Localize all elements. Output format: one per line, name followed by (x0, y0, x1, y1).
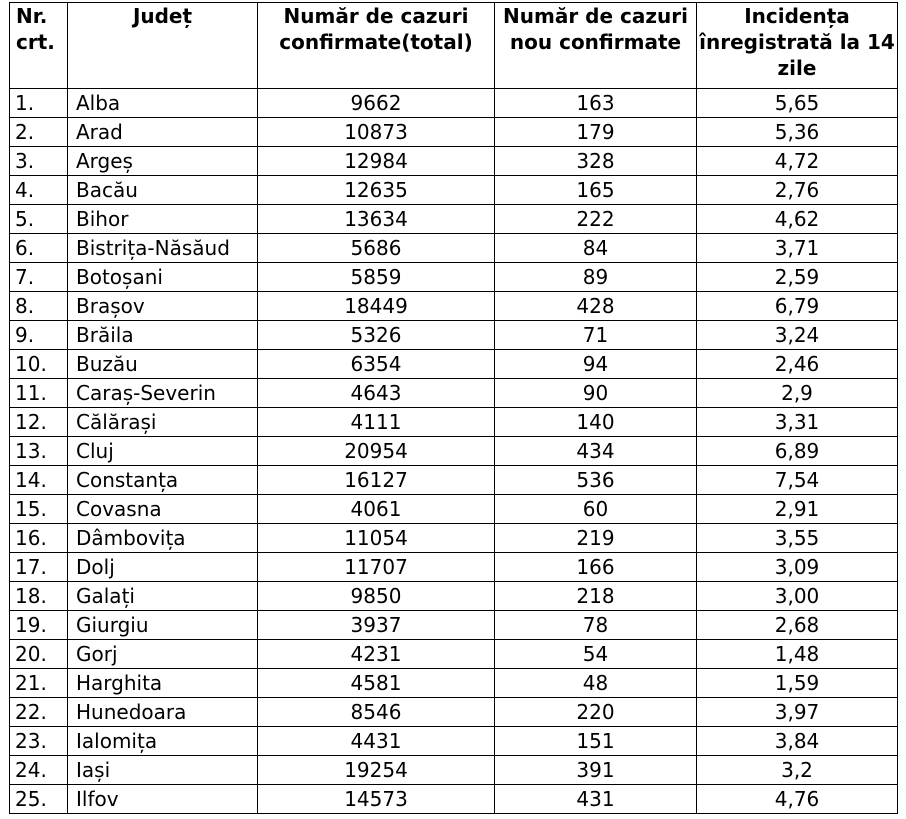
cell-incidenta: 6,89 (697, 437, 898, 466)
cell-nou: 89 (495, 263, 697, 292)
cell-nr: 16. (10, 524, 68, 553)
cell-total: 13634 (258, 205, 495, 234)
cell-judet: Argeș (68, 147, 258, 176)
cell-total: 5326 (258, 321, 495, 350)
cell-judet: Arad (68, 118, 258, 147)
cell-total: 20954 (258, 437, 495, 466)
cell-nou: 140 (495, 408, 697, 437)
cell-incidenta: 3,24 (697, 321, 898, 350)
cell-total: 11054 (258, 524, 495, 553)
table-row (10, 118, 898, 147)
cell-nou: 151 (495, 727, 697, 756)
table-row (10, 756, 898, 785)
cell-judet: Alba (68, 89, 258, 118)
cell-nr: 13. (10, 437, 68, 466)
cell-nr: 4. (10, 176, 68, 205)
table-row (10, 640, 898, 669)
cell-nr: 9. (10, 321, 68, 350)
cases-table (9, 2, 898, 814)
cell-incidenta: 4,62 (697, 205, 898, 234)
cell-nou: 222 (495, 205, 697, 234)
cell-total: 4431 (258, 727, 495, 756)
cell-nr: 6. (10, 234, 68, 263)
cell-total: 4231 (258, 640, 495, 669)
cell-total: 12635 (258, 176, 495, 205)
cell-total: 18449 (258, 292, 495, 321)
cell-nou: 220 (495, 698, 697, 727)
cell-total: 11707 (258, 553, 495, 582)
table-row (10, 408, 898, 437)
cell-incidenta: 3,55 (697, 524, 898, 553)
cell-total: 16127 (258, 466, 495, 495)
cell-judet: Hunedoara (68, 698, 258, 727)
cell-nou: 166 (495, 553, 697, 582)
cell-incidenta: 7,54 (697, 466, 898, 495)
cell-nou: 434 (495, 437, 697, 466)
cell-total: 14573 (258, 785, 495, 814)
cell-incidenta: 3,97 (697, 698, 898, 727)
header-incidenta: Incidența înregistrată la 14 zile (697, 3, 898, 89)
cell-nr: 24. (10, 756, 68, 785)
cell-nou: 219 (495, 524, 697, 553)
table-row (10, 669, 898, 698)
cell-nr: 17. (10, 553, 68, 582)
cell-total: 4643 (258, 379, 495, 408)
cell-incidenta: 3,71 (697, 234, 898, 263)
table-row (10, 234, 898, 263)
cell-judet: Iași (68, 756, 258, 785)
cell-nou: 48 (495, 669, 697, 698)
cell-judet: Dâmbovița (68, 524, 258, 553)
cell-incidenta: 6,79 (697, 292, 898, 321)
table-row (10, 553, 898, 582)
cell-nr: 5. (10, 205, 68, 234)
cell-nr: 3. (10, 147, 68, 176)
cell-total: 5859 (258, 263, 495, 292)
cell-total: 4061 (258, 495, 495, 524)
cell-nou: 536 (495, 466, 697, 495)
table-row (10, 263, 898, 292)
cell-total: 5686 (258, 234, 495, 263)
cell-nr: 11. (10, 379, 68, 408)
cell-judet: Botoșani (68, 263, 258, 292)
cell-nr: 14. (10, 466, 68, 495)
cell-nou: 165 (495, 176, 697, 205)
cell-judet: Buzău (68, 350, 258, 379)
table-row (10, 176, 898, 205)
header-nou: Număr de cazuri nou confirmate (495, 3, 697, 89)
cell-nr: 20. (10, 640, 68, 669)
cell-incidenta: 3,2 (697, 756, 898, 785)
cell-nou: 54 (495, 640, 697, 669)
cell-judet: Covasna (68, 495, 258, 524)
cell-judet: Călărași (68, 408, 258, 437)
cell-judet: Brăila (68, 321, 258, 350)
cell-judet: Brașov (68, 292, 258, 321)
table-row (10, 89, 898, 118)
cell-nr: 15. (10, 495, 68, 524)
cell-nr: 2. (10, 118, 68, 147)
cell-nr: 23. (10, 727, 68, 756)
cell-incidenta: 4,72 (697, 147, 898, 176)
cell-nou: 218 (495, 582, 697, 611)
cell-nou: 90 (495, 379, 697, 408)
cell-total: 9662 (258, 89, 495, 118)
table-row (10, 205, 898, 234)
header-judet: Județ (68, 3, 258, 89)
cell-judet: Bacău (68, 176, 258, 205)
cell-nou: 391 (495, 756, 697, 785)
table-row (10, 698, 898, 727)
cell-total: 6354 (258, 350, 495, 379)
cell-total: 19254 (258, 756, 495, 785)
cell-incidenta: 2,76 (697, 176, 898, 205)
cell-nr: 18. (10, 582, 68, 611)
cell-total: 4111 (258, 408, 495, 437)
cell-incidenta: 3,00 (697, 582, 898, 611)
cell-judet: Bihor (68, 205, 258, 234)
cell-incidenta: 5,36 (697, 118, 898, 147)
header-total: Număr de cazuri confirmate(total) (258, 3, 495, 89)
cell-judet: Bistrița-Năsăud (68, 234, 258, 263)
cell-total: 8546 (258, 698, 495, 727)
cell-judet: Harghita (68, 669, 258, 698)
cell-nr: 10. (10, 350, 68, 379)
cell-judet: Dolj (68, 553, 258, 582)
cell-incidenta: 1,59 (697, 669, 898, 698)
table-row (10, 466, 898, 495)
cell-nou: 328 (495, 147, 697, 176)
cell-total: 10873 (258, 118, 495, 147)
cell-incidenta: 3,09 (697, 553, 898, 582)
cell-nr: 1. (10, 89, 68, 118)
table-row (10, 437, 898, 466)
cell-judet: Ilfov (68, 785, 258, 814)
cell-incidenta: 3,84 (697, 727, 898, 756)
cell-nou: 163 (495, 89, 697, 118)
cell-total: 9850 (258, 582, 495, 611)
cell-total: 3937 (258, 611, 495, 640)
cell-incidenta: 1,48 (697, 640, 898, 669)
cell-nou: 431 (495, 785, 697, 814)
cell-nr: 7. (10, 263, 68, 292)
cell-judet: Giurgiu (68, 611, 258, 640)
cell-nr: 8. (10, 292, 68, 321)
cell-incidenta: 3,31 (697, 408, 898, 437)
cell-judet: Caraș-Severin (68, 379, 258, 408)
cell-nou: 428 (495, 292, 697, 321)
cell-nr: 19. (10, 611, 68, 640)
cell-judet: Constanța (68, 466, 258, 495)
table-row (10, 147, 898, 176)
cell-nou: 60 (495, 495, 697, 524)
table-row (10, 350, 898, 379)
table-row (10, 582, 898, 611)
table-row (10, 785, 898, 814)
cell-judet: Galați (68, 582, 258, 611)
table-row (10, 727, 898, 756)
cell-incidenta: 2,68 (697, 611, 898, 640)
table-row (10, 495, 898, 524)
cell-incidenta: 2,91 (697, 495, 898, 524)
cell-nr: 25. (10, 785, 68, 814)
cell-incidenta: 5,65 (697, 89, 898, 118)
table-row (10, 524, 898, 553)
cell-nou: 94 (495, 350, 697, 379)
cell-incidenta: 2,59 (697, 263, 898, 292)
table-row (10, 321, 898, 350)
cell-incidenta: 2,46 (697, 350, 898, 379)
cell-nr: 21. (10, 669, 68, 698)
cell-nou: 84 (495, 234, 697, 263)
header-row (10, 3, 898, 89)
cell-incidenta: 4,76 (697, 785, 898, 814)
cell-total: 12984 (258, 147, 495, 176)
table-row (10, 611, 898, 640)
cell-nr: 12. (10, 408, 68, 437)
cell-judet: Ialomița (68, 727, 258, 756)
cell-nou: 71 (495, 321, 697, 350)
cell-judet: Gorj (68, 640, 258, 669)
cell-nr: 22. (10, 698, 68, 727)
header-nr: Nr. crt. (10, 3, 68, 89)
cell-incidenta: 2,9 (697, 379, 898, 408)
cell-judet: Cluj (68, 437, 258, 466)
table-row (10, 292, 898, 321)
cell-nou: 78 (495, 611, 697, 640)
cell-nou: 179 (495, 118, 697, 147)
cell-total: 4581 (258, 669, 495, 698)
table-row (10, 379, 898, 408)
